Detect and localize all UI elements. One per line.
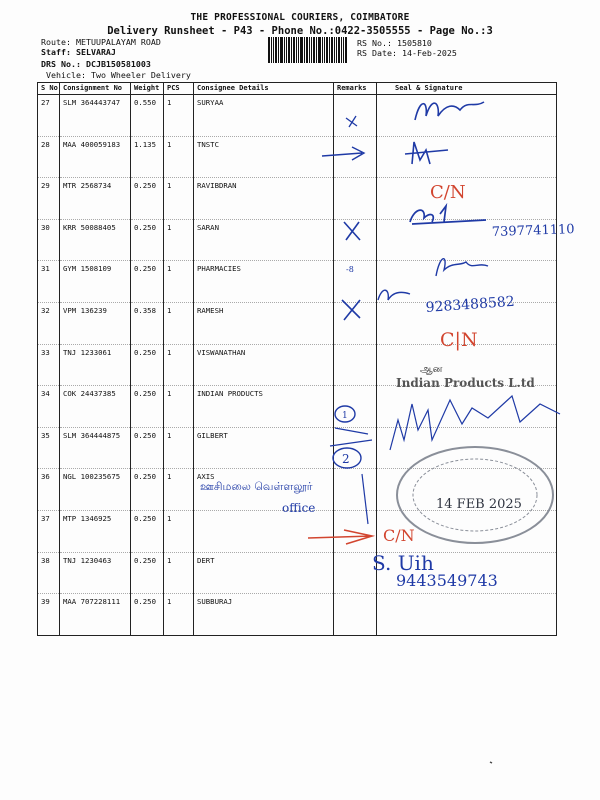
company-title: THE PROFESSIONAL COURIERS, COIMBATORE <box>190 12 410 23</box>
cell-consignee: TNSTC <box>194 136 334 178</box>
cell-weight: 0.250 <box>131 219 164 261</box>
header-remarks: Remarks <box>334 83 377 95</box>
tamil-address-note: ஊசிமலை வெள்ளலூர் <box>200 480 313 493</box>
cell-weight: 0.250 <box>131 552 164 594</box>
cell-consignment: COK 24437385 <box>60 386 131 428</box>
cell-sno: 36 <box>38 469 60 511</box>
header-seal-signature: Seal & Signature <box>377 83 557 95</box>
cell-pcs: 1 <box>164 344 194 386</box>
round-stamp-inner <box>413 459 537 531</box>
signature-row28 <box>405 142 448 164</box>
cell-pcs: 1 <box>164 427 194 469</box>
cell-weight: 0.250 <box>131 469 164 511</box>
cell-pcs: 1 <box>164 594 194 636</box>
staff-label: Staff: SELVARAJ <box>41 47 116 57</box>
signature-row30 <box>410 206 486 224</box>
remark-cross-row32 <box>342 300 360 320</box>
vehicle-label: Vehicle: Two Wheeler Delivery <box>46 70 191 80</box>
cn-note-2: C|N <box>440 329 478 351</box>
cell-pcs: 1 <box>164 302 194 344</box>
signature-row35-36 <box>390 396 560 450</box>
cell-sno: 35 <box>38 427 60 469</box>
circle-number-1: 1 <box>342 411 348 421</box>
cell-consignee: DERT <box>194 552 334 594</box>
cell-weight: 0.550 <box>131 95 164 137</box>
cell-sno: 37 <box>38 510 60 552</box>
cell-pcs: 1 <box>164 178 194 220</box>
cell-consignment: KRR 50088405 <box>60 219 131 261</box>
cell-consignee: PHARMACIES <box>194 261 334 303</box>
cell-consignment: MTR 2568734 <box>60 178 131 220</box>
cell-consignee: SUBBURAJ <box>194 594 334 636</box>
stamp-date: 14 FEB 2025 <box>436 497 522 512</box>
cell-consignment: NGL 100235675 <box>60 469 131 511</box>
cn-note-1: C/N <box>430 182 466 203</box>
cell-weight: 0.250 <box>131 510 164 552</box>
cell-pcs: 1 <box>164 136 194 178</box>
cell-consignment: SLM 364443747 <box>60 95 131 137</box>
drs-number: DRS No.: DCJB150581003 <box>41 59 151 69</box>
cell-pcs: 1 <box>164 510 194 552</box>
cell-consignment: GYM 1508109 <box>60 261 131 303</box>
cell-consignment: TNJ 1233061 <box>60 344 131 386</box>
red-arrow-row38 <box>308 530 372 544</box>
circle-number-2: 2 <box>342 452 350 466</box>
cell-sno: 32 <box>38 302 60 344</box>
cell-pcs: 1 <box>164 386 194 428</box>
cell-consignee: SARAN <box>194 219 334 261</box>
cell-sno: 31 <box>38 261 60 303</box>
cell-sno: 27 <box>38 95 60 137</box>
cell-pcs: 1 <box>164 219 194 261</box>
phone-note-2: 9283488582 <box>425 293 516 316</box>
phone-note-1: 7397741110 <box>491 222 575 240</box>
cell-sno: 38 <box>38 552 60 594</box>
route-label: Route: METUUPALAYAM ROAD <box>41 37 161 47</box>
cell-sno: 34 <box>38 386 60 428</box>
cell-weight: 0.250 <box>131 427 164 469</box>
cell-consignee: RAVIBDRAN <box>194 178 334 220</box>
office-note: office <box>282 501 316 515</box>
cell-weight: 0.250 <box>131 261 164 303</box>
cell-pcs: 1 <box>164 95 194 137</box>
phone-note-3: 9443549743 <box>396 571 498 590</box>
round-stamp <box>397 447 553 543</box>
header-pcs: PCS <box>164 83 194 95</box>
cell-consignee: VISWANATHAN <box>194 344 334 386</box>
signature-row31 <box>436 259 488 276</box>
cell-consignment: MAA 400059183 <box>60 136 131 178</box>
remark-cross-row30 <box>344 222 360 240</box>
rs-number: RS No.: 1505810 <box>357 38 432 48</box>
cell-consignee: SURYAA <box>194 95 334 137</box>
cell-consignee: RAMESH <box>194 302 334 344</box>
bracket-mark <box>330 428 372 446</box>
cell-consignment: TNJ 1230463 <box>60 552 131 594</box>
header-consignment: Consignment No <box>60 83 131 95</box>
tamil-note-row34: ஆன <box>420 364 443 375</box>
cell-consignee: GILBERT <box>194 427 334 469</box>
cell-consignee: AXIS <box>194 469 334 511</box>
header-consignee: Consignee Details <box>194 83 334 95</box>
arrow-row28 <box>322 147 364 160</box>
rs-date: RS Date: 14-Feb-2025 <box>357 48 457 58</box>
remark-note-row31: -8 <box>346 265 354 274</box>
cell-consignment: VPM 136239 <box>60 302 131 344</box>
cell-pcs: 1 <box>164 261 194 303</box>
cell-weight: 0.358 <box>131 302 164 344</box>
cell-sno: 29 <box>38 178 60 220</box>
cell-weight: 0.250 <box>131 344 164 386</box>
header-weight: Weight <box>131 83 164 95</box>
cell-consignment: MTP 1346925 <box>60 510 131 552</box>
cell-sno: 28 <box>38 136 60 178</box>
company-stamp: Indian Products L.td <box>396 376 535 390</box>
cell-weight: 0.250 <box>131 594 164 636</box>
signature-row39: S. Uih <box>372 551 434 575</box>
cell-sno: 30 <box>38 219 60 261</box>
cell-sno: 39 <box>38 594 60 636</box>
cell-weight: 0.250 <box>131 178 164 220</box>
cell-consignment: MAA 707228111 <box>60 594 131 636</box>
cell-pcs: 1 <box>164 469 194 511</box>
cell-sno: 33 <box>38 344 60 386</box>
cell-weight: 1.135 <box>131 136 164 178</box>
cell-consignee: INDIAN PRODUCTS <box>194 386 334 428</box>
cell-weight: 0.250 <box>131 386 164 428</box>
cn-note-3: C/N <box>383 526 415 545</box>
signature-row32 <box>378 290 410 300</box>
remark-mark-row27 <box>346 116 357 127</box>
signature-row27 <box>415 102 484 120</box>
cell-consignment: SLM 364444875 <box>60 427 131 469</box>
header-sno: S No <box>38 83 60 95</box>
cell-pcs: 1 <box>164 552 194 594</box>
footer-speck <box>490 762 492 763</box>
runsheet-subtitle: Delivery Runsheet - P43 - Phone No.:0422-3505555 - Page No.:3 <box>107 25 493 37</box>
bracket-row37 <box>362 474 368 524</box>
